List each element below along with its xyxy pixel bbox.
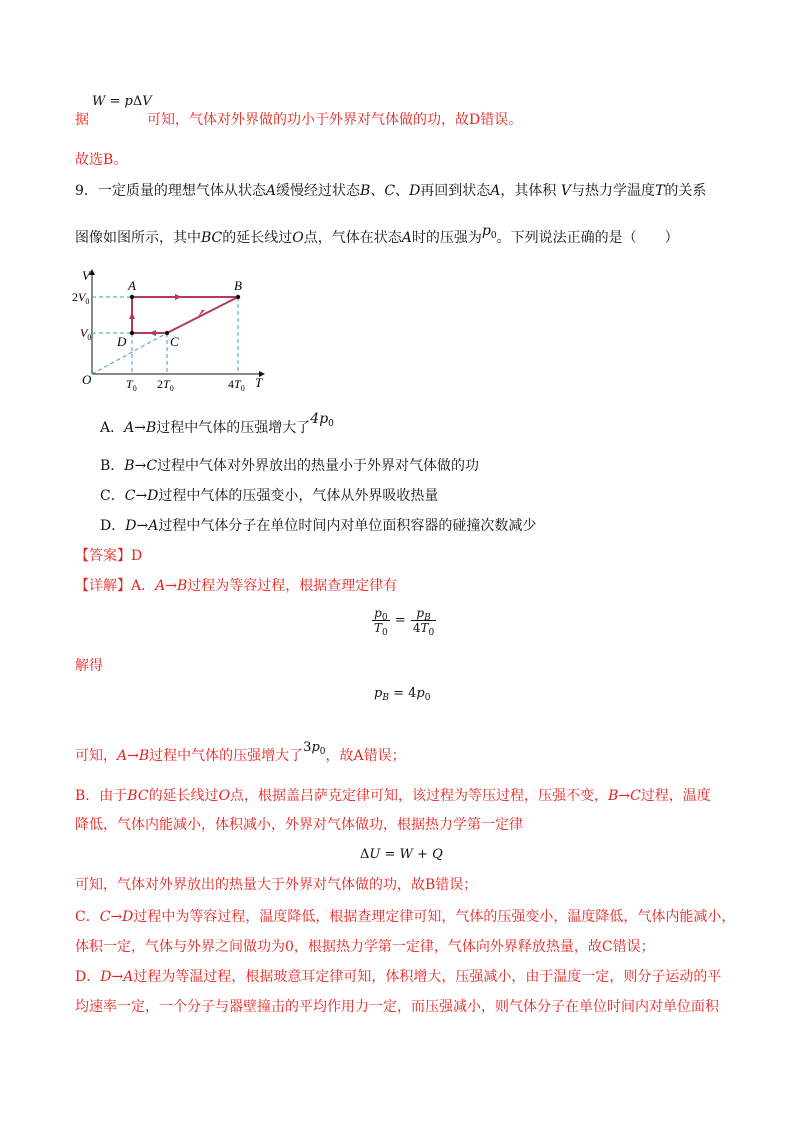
eq1-den-left: $T_0$ — [374, 621, 388, 638]
detail-a1: A．A→B过程为等容过程，根据查理定律有 — [131, 578, 398, 594]
detail-b2: 降低，气体内能减小，体积减小，外界对气体做功，根据热力学第一定律 — [75, 817, 523, 833]
p0-symbol: $p_0$ — [481, 223, 497, 241]
work-formula: W = pΔV — [92, 94, 152, 109]
detail-a2-value: $3p_0$ — [303, 740, 326, 757]
line-1 — [75, 110, 522, 130]
detail-b1: B．由于BC的延长线过O点，根据盖吕萨克定律可知，该过程为等压过程，压强不变，B→C过程，温度 — [75, 788, 711, 804]
arrow-cd — [149, 330, 156, 336]
option-d: D．D→A过程中气体分子在单位时间内对单位面积容器的碰撞次数减少 — [100, 518, 537, 534]
t-axis-label: T — [255, 375, 263, 390]
first-law-equation: ΔU = W + Q — [360, 847, 443, 862]
option-a-text: A．A→B过程中气体的压强增大了 — [100, 420, 311, 436]
tick-2v0: $2V_0$ — [72, 290, 90, 306]
v-axis-label: V — [82, 268, 90, 283]
eq1-num-right: $p_B$ — [411, 606, 436, 621]
answer-line: 【答案】D — [75, 548, 143, 564]
detail-b3: 可知，气体对外界放出的热量大于外界对气体做的功，故B错误； — [75, 877, 478, 893]
detail-a2-suffix: ，故A错误； — [325, 748, 406, 764]
point-b — [236, 295, 240, 299]
option-c: C．C→D过程中气体的压强变小，气体从外界吸收热量 — [100, 488, 439, 504]
detail-c2: 体积一定，气体与外界之间做功为0，根据热力学第一定律，气体向外界释放热量，故C错误； — [75, 939, 655, 955]
tick-t0: $T_0$ — [126, 377, 137, 393]
arrow-ab — [175, 294, 182, 300]
line-1-prefix: 据 — [75, 112, 89, 128]
detail-tag: 【详解】 — [75, 578, 131, 594]
solve-label: 解得 — [75, 658, 103, 674]
detail-d2: 均速率一定，一个分子与器壁撞击的平均作用力一定，而压强减小，则气体分子在单位时间内对单位面积 — [75, 999, 719, 1015]
point-d — [130, 331, 134, 335]
tick-v0: $V_0$ — [80, 326, 92, 342]
label-d: D — [117, 334, 127, 349]
pb-equation: $p_B = 4p_0$ — [374, 686, 431, 703]
eq1-den-right: $4T_0$ — [412, 621, 435, 638]
detail-c1: C．C→D过程中为等容过程，温度降低，根据查理定律可知，气体的压强变小，温度降低，气体内能减小， — [75, 909, 736, 925]
label-c: C — [170, 334, 179, 349]
path-bc — [167, 297, 238, 333]
option-a — [100, 411, 334, 440]
question-line-2a: 图像如图所示，其中BC的延长线过O点，气体在状态A时的压强为 — [75, 230, 482, 246]
detail-a2-prefix: 可知，A→B过程中气体的压强增大了 — [75, 748, 304, 764]
line-1-text: 可知，气体对外界做的功小于外界对气体做的功，故D错误。 — [147, 112, 523, 128]
tick-2t0: $2T_0$ — [157, 377, 174, 393]
option-b: B．B→C过程中气体对外界放出的热量小于外界对气体做的功 — [100, 458, 480, 474]
arrow-da — [129, 312, 135, 319]
label-a: A — [128, 278, 136, 293]
dash-bc-extension — [92, 333, 167, 374]
origin-label: O — [82, 372, 92, 387]
detail-a2 — [75, 740, 406, 768]
label-b: B — [234, 278, 242, 293]
choose-b-line: 故选B。 — [75, 152, 128, 168]
question-line-2b: 。下列说法正确的是（ ） — [496, 230, 679, 246]
question-line-1: 9．一定质量的理想气体从状态A缓慢经过状态B、C、D再回到状态A，其体积 V与热力学温度T的关系 — [75, 183, 707, 199]
point-c — [165, 331, 169, 335]
detail-a-line — [75, 576, 397, 596]
eq1-num-left: $p_0$ — [372, 606, 390, 621]
option-a-value: $4p_0$ — [310, 411, 334, 429]
detail-d1: D．D→A过程为等温过程，根据玻意耳定律可知，体积增大，压强减小，由于温度一定，则分子运动的平 — [75, 969, 722, 985]
question-line-2 — [75, 223, 679, 250]
tick-4t0: $4T_0$ — [228, 377, 245, 393]
charles-equation: $\frac{p_0}{T_0}$ = $\frac{p_B}{4T_0}$ — [374, 606, 435, 638]
point-a — [130, 295, 134, 299]
vt-graph — [72, 266, 272, 396]
